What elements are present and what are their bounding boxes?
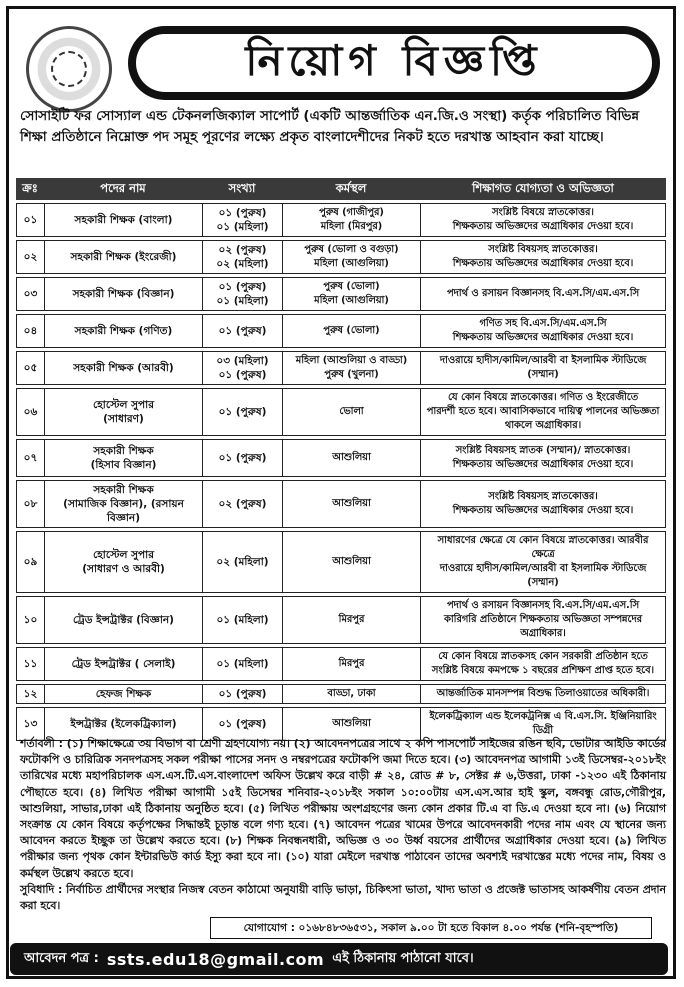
header-count: সংখ্যা	[202, 178, 282, 200]
post-cell: সহকারী শিক্ষক (ইংরেজী)	[44, 240, 202, 274]
qualification-cell: আন্তর্জাতিক মানসম্পন্ন বিশুদ্ধ তিলাওয়াতের অধিকারী।	[420, 684, 666, 704]
logo-gear-icon	[51, 51, 87, 87]
qualification-cell: সংশ্লিষ্ট বিষয়সহ স্নাতকোত্তর। শিক্ষকতায় অভিজ্ঞদের অগ্রাধিকার দেওয়া হবে।	[420, 240, 666, 274]
count-cell: ০২ (পুরুষ)	[202, 480, 282, 528]
count-cell: ০৩ (মহিলা) ০১ (পুরুষ)	[202, 351, 282, 385]
application-suffix: এই ঠিকানায় পাঠানো যাবে।	[332, 950, 474, 966]
qualification-cell: সাধারণের ক্ষেত্রে যে কোন বিষয়ে স্নাতকোত্তর। আরবীর ক্ষেত্রে দাওরায়ে হাদীস/কামিল/আরবী বা ইসলামিক স্টাডিজে (সম্মান)	[420, 531, 666, 593]
serial-cell: ১২	[16, 684, 44, 704]
count-cell: ০১ (পুরুষ) ০১ (মহিলা)	[202, 277, 282, 311]
count-cell: ০১ (মহিলা)	[202, 647, 282, 681]
serial-cell: ০২	[16, 240, 44, 274]
header-post: পদের নাম	[44, 178, 202, 200]
table-row	[16, 351, 666, 385]
place-cell: মহিলা (আশুলিয়া ও বাড্ডা) পুরুষ (খুলনা)	[282, 351, 420, 385]
count-cell: ০১ (পুরুষ)	[202, 707, 282, 741]
serial-cell: ০৩	[16, 277, 44, 311]
count-cell: ০১ (পুরুষ) ০১ (মহিলা)	[202, 203, 282, 237]
post-cell: সহকারী শিক্ষক (আরবী)	[44, 351, 202, 385]
post-cell: ট্রেড ইন্সট্রাক্টর ( সেলাই)	[44, 647, 202, 681]
place-cell: পুরুষ (ভোলা) মহিলা (আগুলিয়া)	[282, 277, 420, 311]
qualification-cell: সংশ্লিষ্ট বিষয়সহ স্নাতকোত্তর। শিক্ষকতায় অভিজ্ঞদের অগ্রাধিকার দেওয়া হবে।	[420, 480, 666, 528]
place-cell: পুরুষ (ভোলা ও বগুড়া) মহিলা (আগুলিয়া)	[282, 240, 420, 274]
header-qualification: শিক্ষাগত যোগ্যতা ও অভিজ্ঞতা	[420, 178, 666, 200]
count-cell: ০১ (মহিলা)	[202, 596, 282, 644]
qualification-cell: পদার্থ ও রসায়ন বিজ্ঞানসহ বি.এস.সি/এম.এস.সি কারিগরি প্রতিষ্ঠানে শিক্ষকতায় অভিজ্ঞতা সম্পন্নদের অগ্রাধিকার।	[420, 596, 666, 644]
qualification-cell: যে কোন বিষয়ে স্নাতকোত্তর। গণিত ও ইংরেজীতে পারদর্শী হতে হবে। আবাসিকভাবে দায়িত্ব পালনের অভিজ্ঞতা থাকলে অগ্রাধিকার।	[420, 388, 666, 436]
place-cell: আশুলিয়া	[282, 531, 420, 593]
serial-cell: ০৭	[16, 439, 44, 477]
qualification-cell: যে কোন বিষয়ে স্নাতকসহ কোন সরকারী প্রতিষ্ঠান হতে সংশ্লিষ্ট বিষয়ে কমপক্ষে ১ বছরের প্রশিক্ষণ প্রাপ্ত হতে হবে।	[420, 647, 666, 681]
place-cell: আশুলিয়া	[282, 439, 420, 477]
qualification-cell: সংশ্লিষ্ট বিষয়ে স্নাতকোত্তর। শিক্ষকতায় অভিজ্ঞদের অগ্রাধিকার দেওয়া হবে।	[420, 203, 666, 237]
count-cell: ০১ (পুরুষ)	[202, 388, 282, 436]
place-cell: মিরপুর	[282, 647, 420, 681]
place-cell: পুরুষ (গাজীপুর) মহিলা (মিরপুর)	[282, 203, 420, 237]
post-cell: হোস্টেল সুপার (সাধারণ ও আরবী)	[44, 531, 202, 593]
qualification-cell: পদার্থ ও রসায়ন বিজ্ঞানসহ বি.এস.সি/এম.এস.সি	[420, 277, 666, 311]
serial-cell: ০৮	[16, 480, 44, 528]
serial-cell: ১১	[16, 647, 44, 681]
header-serial: ক্রঃ	[16, 178, 44, 200]
post-cell: ইন্সট্রাক্টর (ইলেকট্রিক্যাল)	[44, 707, 202, 741]
table-row	[16, 439, 666, 477]
table-row	[16, 647, 666, 681]
place-cell: আশুলিয়া	[282, 480, 420, 528]
place-cell: বাড্ডা, ঢাকা	[282, 684, 420, 704]
table-row	[16, 277, 666, 311]
table-row	[16, 684, 666, 704]
serial-cell: ০৬	[16, 388, 44, 436]
place-cell: আশুলিয়া	[282, 707, 420, 741]
terms-block	[20, 736, 666, 914]
place-cell: পুরুষ (ভোলা)	[282, 314, 420, 348]
qualification-cell: সংশ্লিষ্ট বিষয়সহ স্নাতক (সম্মান)/ স্নাতকোত্তর। শিক্ষকতায় অভিজ্ঞদের অগ্রাধিকার দেওয়া হবে।	[420, 439, 666, 477]
count-cell: ০১ (পুরুষ)	[202, 439, 282, 477]
organization-logo-icon	[26, 26, 112, 112]
post-cell: সহকারী শিক্ষক (হিসাব বিজ্ঞান)	[44, 439, 202, 477]
table-row	[16, 388, 666, 436]
email-link[interactable]: ssts.edu18@gmail.com	[106, 949, 325, 969]
count-cell: ০২ (মহিলা)	[202, 531, 282, 593]
table-row	[16, 531, 666, 593]
application-bar	[10, 943, 668, 975]
serial-cell: ০৫	[16, 351, 44, 385]
terms-text: শর্তাবলী : (১) শিক্ষাক্ষেত্রে ৩য় বিভাগ বা শ্রেণী গ্রহণযোগ্য নয়। (২) আবেদনপত্রের সাথে ২ কপি পাসপোর্ট সাইজের রঙিন ছবি, ভোটার আইডি কার্ডের ফটোকপি ও চারিত্রিক সনদপত্রসহ সকল পরীক্ষা পাসের সনদ ও নম্বরপত্রের ফটোকপি জমা দিতে হবে। (৩) আবেদনপত্র আগামী ১৩ই ডিসেম্বর-২০১৮ইং তারিখের মধ্যে মহাপরিচালক এস.এস.টি.এস.বাংলাদেশ অফিস উল্লেখ করে বাড়ী # ২৪, রোড # ৮, সেক্টর # ৬,উত্তরা, ঢাকা -১২৩০ এই ঠিকানায় পৌছাতে হবে। (৪) লিখিত পরীক্ষা আগামী ১৫ই ডিসেম্বর শনিবার-২০১৮ইং সকাল ১০:০০টায় এস.এস.আর হাই স্কুল, বঙ্গবন্ধু রোড,গৌরীপুর, আশুলিয়া, সাভার,ঢাকা এই ঠিকানায় অনুষ্ঠিত হবে। (৫) লিখিত পরীক্ষায় অংশগ্রহণের জন্য কোন প্রকার টি.এ বা ডি.এ দেওয়া হবে না। (৬) নিয়োগ সংক্রান্ত যে কোন বিষয়ে কর্তৃপক্ষের সিদ্ধান্তই চূড়ান্ত বলে গণ্য হবে। (৭) আবেদন পত্রের খামের উপরে আবেদনকারী পদের নাম এবং যে স্থানের জন্য আবেদন করতে ইচ্ছুক তা উল্লেখ করতে হবে। (৮) শিক্ষক নিবন্ধনধারী, অভিজ্ঞ ও ৩০ উর্ধ্ব বয়সের প্রার্থীদের অগ্রাধিকার দেওয়া হবে। (৯) লিখিত পরীক্ষার জন্য পৃথক কোন ইন্টারভিউ কার্ড ইস্যু করা হবে না। (১০) যারা মেইলে দরখাস্ত পাঠাবেন তাদের অবশ্যই দরখাস্তের মধ্যে পদের নাম, বিষয় ও কর্মস্থল উল্লেখ করতে হবে।	[20, 737, 666, 880]
table-row	[16, 314, 666, 348]
qualification-cell: ইলেকট্রিক্যাল এন্ড ইলেকট্রনিক্স এ বি.এস.সি. ইঞ্জিনিয়ারিং ডিগ্রী	[420, 707, 666, 741]
count-cell: ০১ (পুরুষ)	[202, 684, 282, 704]
serial-cell: ০৪	[16, 314, 44, 348]
serial-cell: ১৩	[16, 707, 44, 741]
contact-box: যোগাযোগ : ০১৬৮৪৮৩৬৫৩১, সকাল ৯.০০ টা হতে বিকাল ৪.০০ পর্যন্ত (শনি-বৃহস্পতি)	[210, 917, 652, 939]
qualification-cell: গণিত সহ বি.এস.সি/এম.এস.সি শিক্ষকতায় অভিজ্ঞদের অগ্রাধিকার দেওয়া হবে।	[420, 314, 666, 348]
serial-cell: ১০	[16, 596, 44, 644]
application-prefix: আবেদন পত্র :	[24, 950, 99, 966]
table-row	[16, 596, 666, 644]
page-title: নিয়োগ বিজ্ঞপ্তি	[136, 34, 652, 92]
post-cell: সহকারী শিক্ষক (বাংলা)	[44, 203, 202, 237]
post-cell: হোস্টেল সুপার (সাধারণ)	[44, 388, 202, 436]
title-banner	[128, 26, 660, 100]
qualification-cell: দাওরায়ে হাদীস/কামিল/আরবী বা ইসলামিক স্টাডিজে (সম্মান)	[420, 351, 666, 385]
serial-cell: ০৯	[16, 531, 44, 593]
post-cell: ট্রেড ইন্সট্রাক্টর (বিজ্ঞান)	[44, 596, 202, 644]
table-row	[16, 203, 666, 237]
header-place: কর্মস্থল	[282, 178, 420, 200]
count-cell: ০১ (পুরুষ)	[202, 314, 282, 348]
place-cell: মিরপুর	[282, 596, 420, 644]
post-cell: সহকারী শিক্ষক (সামাজিক বিজ্ঞান), (রসায়ন বিজ্ঞান)	[44, 480, 202, 528]
count-cell: ০২ (পুরুষ) ০২ (মহিলা)	[202, 240, 282, 274]
place-cell: ভোলা	[282, 388, 420, 436]
intro-paragraph: সোসাইটি ফর সোস্যাল এন্ড টেকনলজিক্যাল সাপোর্ট (একটি আন্তর্জাতিক এন.জি.ও সংস্থা) কর্তৃক পরিচালিত বিভিন্ন শিক্ষা প্রতিষ্ঠানে নিম্নোক্ত পদ সমূহ পূরণের লক্ষ্যে প্রকৃত বাংলাদেশীদের নিকট হতে দরখাস্ত আহবান করা যাচ্ছে।	[20, 108, 640, 145]
post-cell: সহকারী শিক্ষক (বিজ্ঞান)	[44, 277, 202, 311]
serial-cell: ০১	[16, 203, 44, 237]
post-cell: হেফজ শিক্ষক	[44, 684, 202, 704]
table-header-row	[16, 178, 666, 200]
table-row	[16, 480, 666, 528]
table-row	[16, 240, 666, 274]
positions-table	[16, 175, 666, 744]
benefits-text: সুবিধাদি : নির্বাচিত প্রার্থীদের সংস্থার নিজস্ব বেতন কাঠামো অনুযায়ী বাড়ি ভাড়া, চিকিৎসা ভাতা, খাদ্য ভাতা ও প্রজেক্ট ভাতাসহ আকর্ষণীয় বেতন প্রদান করা হবে।	[20, 882, 666, 913]
post-cell: সহকারী শিক্ষক (গণিত)	[44, 314, 202, 348]
